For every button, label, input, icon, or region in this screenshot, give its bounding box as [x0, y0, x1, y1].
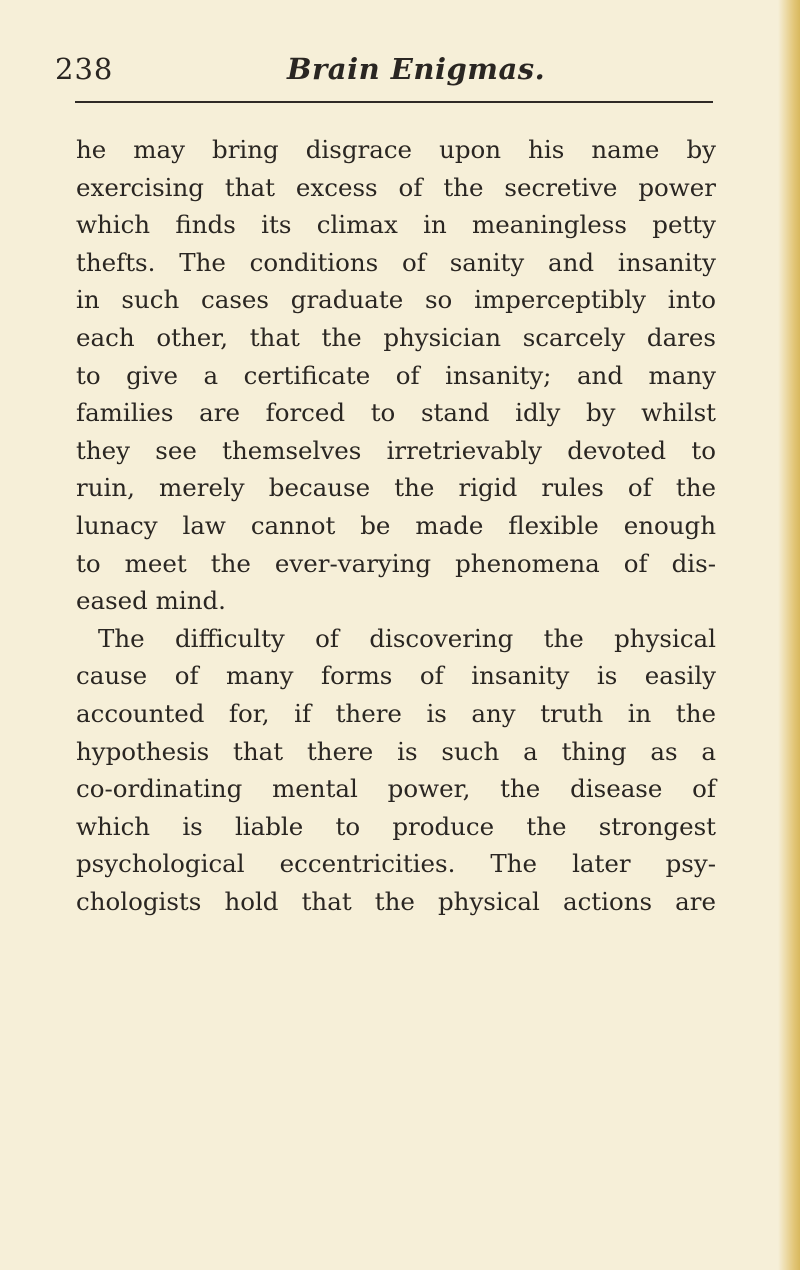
paragraph-end-line: eased mind.	[76, 586, 226, 616]
text-line: each other, that the physician scarcely dares	[76, 322, 716, 352]
text-line: which is liable to produce the strongest	[76, 811, 716, 841]
text-line: thefts. The conditions of sanity and insanity	[76, 247, 716, 277]
running-title: Brain Enigmas.	[287, 52, 546, 86]
body-text	[76, 131, 716, 920]
page-edge-shading	[778, 0, 800, 1270]
text-line: lunacy law cannot be made flexible enough	[76, 510, 716, 540]
text-line: families are forced to stand idly by whilst	[76, 398, 716, 428]
text-line: ruin, merely because the rigid rules of the	[76, 473, 716, 503]
text-line: to give a certificate of insanity; and many	[76, 360, 716, 390]
text-line: which finds its climax in meaningless petty	[76, 210, 716, 240]
paragraph-start-line: The difficulty of discovering the physical	[98, 623, 716, 653]
text-line: chologists hold that the physical actions are	[76, 886, 716, 916]
text-line: exercising that excess of the secretive power	[76, 172, 716, 202]
text-line: to meet the ever-varying phenomena of dis-	[76, 548, 716, 578]
text-line: cause of many forms of insanity is easily	[76, 661, 716, 691]
text-line: hypothesis that there is such a thing as a	[76, 736, 716, 766]
text-line: psychological eccentricities. The later psy-	[76, 849, 716, 879]
text-line: accounted for, if there is any truth in the	[76, 698, 716, 728]
header-rule	[75, 101, 713, 103]
page-header	[55, 52, 715, 96]
text-line: in such cases graduate so imperceptibly into	[76, 285, 716, 315]
text-line: he may bring disgrace upon his name by	[76, 135, 716, 164]
text-line: they see themselves irretrievably devoted to	[76, 435, 716, 465]
text-line: co-ordinating mental power, the disease of	[76, 774, 716, 804]
page-number: 238	[55, 52, 114, 86]
